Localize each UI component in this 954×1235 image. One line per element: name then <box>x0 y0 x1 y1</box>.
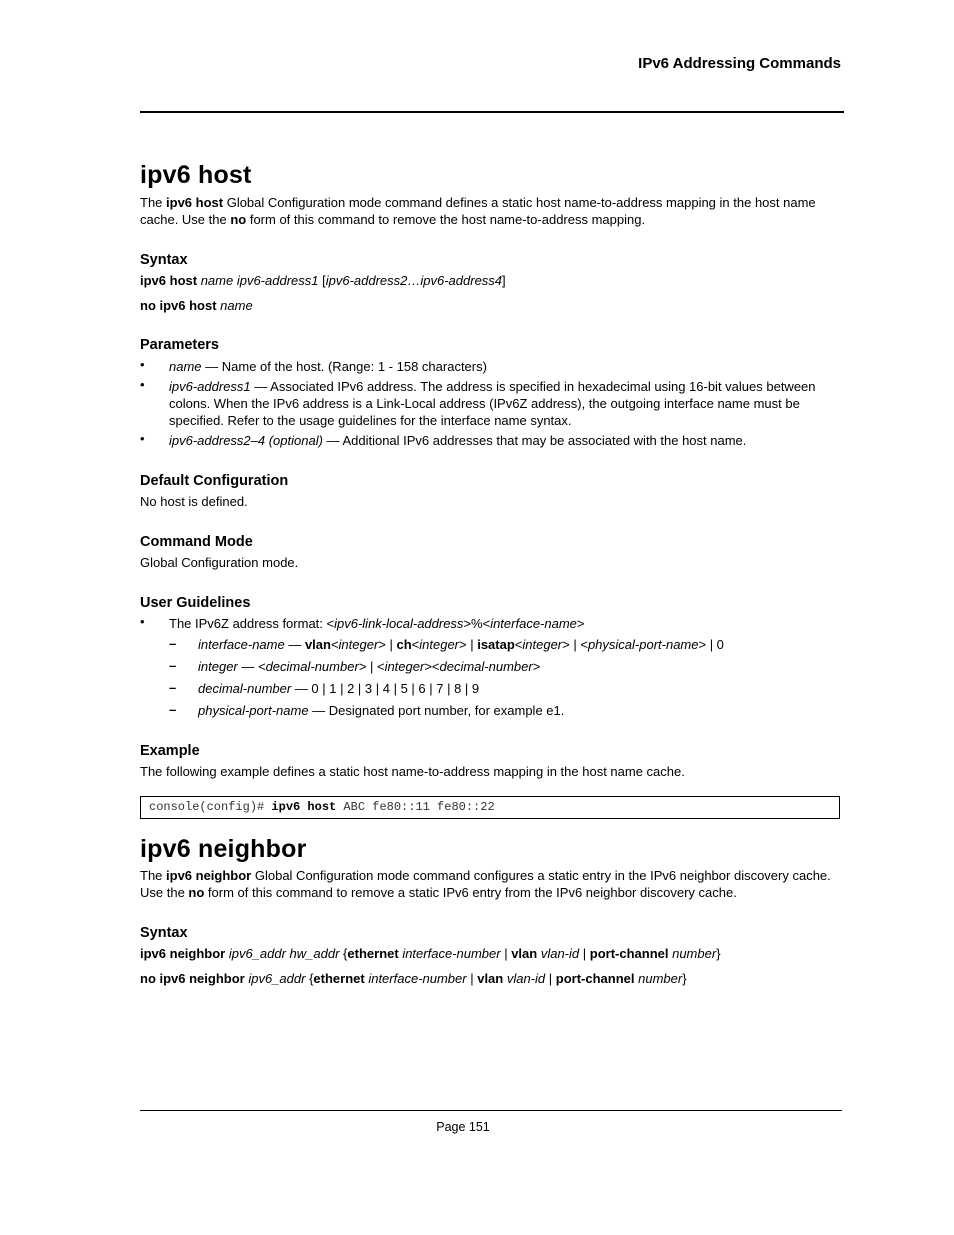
neighbor-syntax-line-2: no ipv6 neighbor ipv6_addr {ethernet interface-number | vlan vlan-id | port-channel number} <box>140 971 687 986</box>
param-ipv6-address2-4: ipv6-address2–4 (optional) — Additional IPv6 addresses that may be associated with the host name. <box>169 433 747 448</box>
heading-ipv6-host: ipv6 host <box>140 161 252 189</box>
command-mode-heading: Command Mode <box>140 534 253 550</box>
default-config-text: No host is defined. <box>140 494 248 509</box>
example-heading: Example <box>140 743 200 759</box>
code-prompt: console(config)# <box>149 800 272 814</box>
dash: – <box>169 636 177 651</box>
syntax-heading: Syntax <box>140 252 188 268</box>
guideline-ipv6z-format: The IPv6Z address format: <ipv6-link-local-address>%<interface-name> <box>169 616 585 631</box>
code-example-box <box>140 796 840 819</box>
param-ipv6-address1: ipv6-address1 — Associated IPv6 address. The address is specified in hexadecimal using 16-bit values between colons. When the IPv6 address is a Link-Local address (IPv6Z address), the outgoing interface name must be specified. Refer to the usage guidelines for the interface name syntax. <box>169 379 816 428</box>
default-config-heading: Default Configuration <box>140 473 289 489</box>
syntax-line-1: ipv6 host name ipv6-address1 [ipv6-address2…ipv6-address4] <box>140 273 506 288</box>
header-rule <box>140 111 844 113</box>
heading-ipv6-neighbor: ipv6 neighbor <box>140 835 307 863</box>
neighbor-syntax-heading: Syntax <box>140 925 188 941</box>
guideline-integer: integer — <decimal-number> | <integer><decimal-number> <box>198 659 541 674</box>
dash: – <box>169 680 177 695</box>
guideline-interface-name: interface-name — vlan<integer> | ch<integer> | isatap<integer> | <physical-port-name> | 0 <box>198 637 724 652</box>
user-guidelines-heading: User Guidelines <box>140 595 251 611</box>
neighbor-syntax-line-1: ipv6 neighbor ipv6_addr hw_addr {ethernet interface-number | vlan vlan-id | port-channel number} <box>140 946 721 961</box>
code-command: ipv6 host <box>271 800 337 814</box>
dash: – <box>169 658 177 673</box>
footer-rule <box>140 1110 842 1111</box>
dash: – <box>169 702 177 717</box>
code-args: ABC fe80::11 fe80::22 <box>336 800 495 814</box>
bullet: • <box>140 614 145 629</box>
param-name: name — Name of the host. (Range: 1 - 158 characters) <box>169 359 487 374</box>
guideline-physical-port-name: physical-port-name — Designated port number, for example e1. <box>198 703 565 718</box>
page-number: Page 151 <box>436 1120 490 1134</box>
example-text: The following example defines a static host name-to-address mapping in the host name cache. <box>140 764 685 779</box>
bullet: • <box>140 357 145 372</box>
bullet: • <box>140 431 145 446</box>
command-mode-text: Global Configuration mode. <box>140 555 299 570</box>
syntax-line-2: no ipv6 host name <box>140 298 253 313</box>
bullet: • <box>140 377 145 392</box>
running-header: IPv6 Addressing Commands <box>638 55 841 72</box>
guideline-decimal-number: decimal-number — 0 | 1 | 2 | 3 | 4 | 5 | 6 | 7 | 8 | 9 <box>198 681 480 696</box>
ipv6-neighbor-intro: The ipv6 neighbor Global Configuration mode command configures a static entry in the IPv6 neighbor discovery cache. Use the no form of this command to remove a static IPv6 entry from the IPv6 neighbor discovery cache. <box>140 868 831 900</box>
ipv6-host-intro: The ipv6 host Global Configuration mode command defines a static host name-to-address mapping in the host name cache. Use the no form of this command to remove the host name-to-address mapping. <box>140 195 816 227</box>
parameters-heading: Parameters <box>140 337 219 353</box>
